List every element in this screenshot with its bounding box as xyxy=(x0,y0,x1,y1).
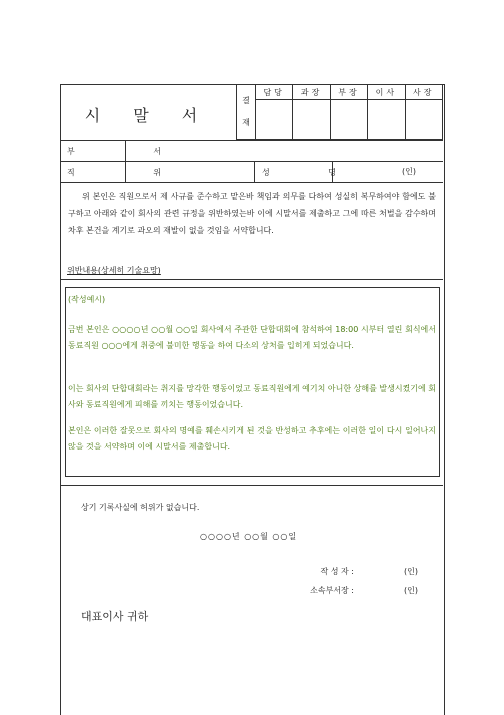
example-paragraph-2: 이는 회사의 단합대회라는 취지를 망각한 행동이었고 동료직원에게 예기치 아니한 상해를 발생시켰기에 회사와 동료직원에게 피해를 끼치는 행동이었습니다. xyxy=(68,384,437,409)
approval-side-label-1: 결 xyxy=(242,96,250,105)
addressee: 대표이사 귀하 xyxy=(81,610,149,623)
department-head-seal: (인) xyxy=(404,586,418,595)
pledge-paragraph: 위 본인은 직원으로서 제 사규를 준수하고 맡은바 책임과 의무를 다하여 성실히 복무하여야 함에도 불구하고 아래와 같이 회사의 관련 규정을 위반하였는바 이에 시말서를 제출하고 그에 따른 처벌을 감수하며 차후 본건을 계기로 과오의 재발이 없을 것임을 서약합니다. xyxy=(68,192,436,235)
violation-heading: 위반내용(상세히 기술요망) xyxy=(67,266,161,275)
example-paragraph-1: 금번 본인은 ○○○○년 ○○월 ○○일 회사에서 주관한 단합대회에 참석하여 18:00 시부터 열린 회식에서 동료직원 ○○○에게 취중에 불미한 행동을 하여 다소의 상처를 입히게 되었습니다. xyxy=(68,325,436,350)
approval-sign-executive[interactable] xyxy=(368,100,405,140)
department-head-signature-field[interactable] xyxy=(356,581,400,595)
approval-col-executive: 이사 xyxy=(368,85,405,100)
name-field[interactable] xyxy=(333,163,441,181)
seal-mark: (인) xyxy=(402,167,416,176)
position-label: 직 위 xyxy=(67,168,199,177)
department-head-label: 소속부서장 : xyxy=(310,586,354,595)
author-label: 작 성 자 : xyxy=(320,567,354,576)
approval-box xyxy=(236,84,443,140)
confirmation-statement: 상기 기록사실에 허위가 없습니다. xyxy=(81,503,200,512)
example-label: (작성예시) xyxy=(68,295,106,304)
approval-sign-manager[interactable] xyxy=(293,100,330,140)
department-label: 부 서 xyxy=(67,147,199,156)
divider xyxy=(60,485,443,486)
example-paragraph-3: 본인은 이러한 잘못으로 회사의 명예를 훼손시키게 된 것을 반성하고 추후에는 이러한 일이 다시 일어나지 않을 것을 서약하며 이에 시말서를 제출합니다. xyxy=(68,426,436,451)
author-signature-field[interactable] xyxy=(356,562,400,576)
approval-col-president: 사장 xyxy=(405,85,442,100)
name-label: 성 명 xyxy=(262,168,364,177)
department-field[interactable] xyxy=(126,141,442,160)
approval-sign-staff[interactable] xyxy=(256,100,293,140)
author-seal: (인) xyxy=(404,567,418,576)
approval-col-manager: 과장 xyxy=(293,85,330,100)
position-field[interactable] xyxy=(126,162,253,181)
divider xyxy=(60,279,443,280)
document-title: 시 말 서 xyxy=(84,106,212,125)
approval-sign-director[interactable] xyxy=(330,100,367,140)
approval-side-label xyxy=(237,85,256,140)
divider xyxy=(60,182,443,183)
approval-col-staff: 담당 xyxy=(256,85,293,100)
divider xyxy=(254,161,255,182)
approval-col-director: 부장 xyxy=(330,85,367,100)
approval-side-label-2: 재 xyxy=(242,118,250,127)
approval-sign-president[interactable] xyxy=(405,100,442,140)
document-date: ○○○○년 ○○월 ○○일 xyxy=(200,532,298,541)
